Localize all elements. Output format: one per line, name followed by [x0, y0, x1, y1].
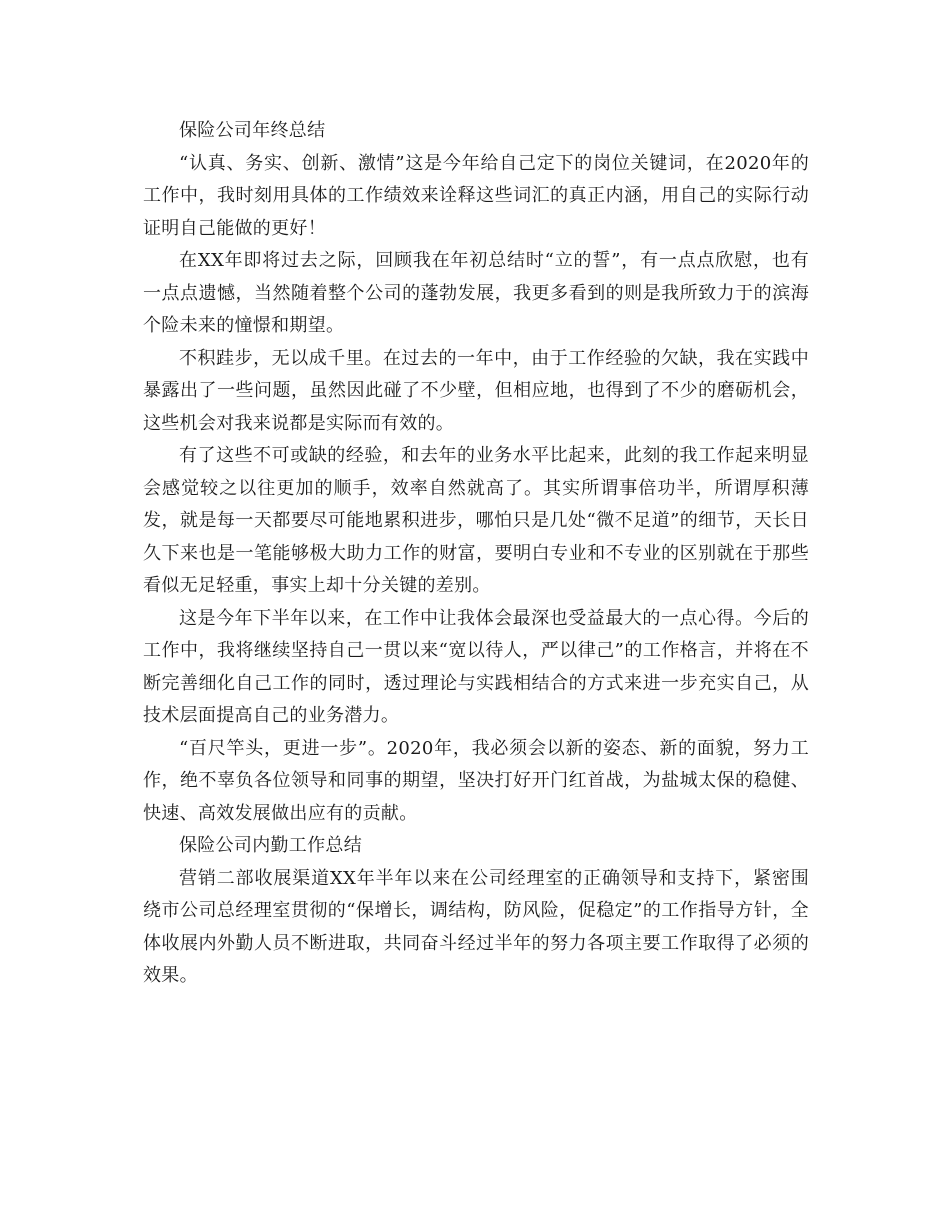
paragraph-keywords: “认真、务实、创新、激情”这是今年给自己定下的岗位关键词，在2020年的工作中，我时刻用具体的工作绩效来诠释这些词汇的真正内涵，用自己的实际行动证明自己能做的更好！	[143, 152, 809, 239]
paragraph-experience: 不积跬步，无以成千里。在过去的一年中，由于工作经验的欠缺，我在实践中暴露出了一些问题，虽然因此碰了不少壁，但相应地，也得到了不少的磨砺机会，这些机会对我来说都是实际而有效的。	[143, 347, 809, 434]
paragraph-insight: 这是今年下半年以来，在工作中让我体会最深也受益最大的一点心得。今后的工作中，我将继续坚持自己一贯以来“宽以待人，严以律己”的工作格言，并将在不断完善细化自己工作的同时，透过理论与实践相结合的方式来进一步充实自己，从技术层面提高自己的业务潜力。	[143, 607, 809, 726]
doc-title-2: 保险公司内勤工作总结	[179, 835, 362, 856]
paragraph-summary: 营销二部收展渠道XX年半年以来在公司经理室的正确领导和支持下，紧密围绕市公司总经理室贯彻的“保增长，调结构，防风险，促稳定”的工作指导方针，全体收展内外勤人员不断进取，共同奋斗经过半年的努力各项主要工作取得了必须的效果。	[143, 867, 809, 986]
paragraph-review: 在XX年即将过去之际，回顾我在年初总结时“立的誓”，有一点点欣慰，也有一点点遗憾，当然随着整个公司的蓬勃发展，我更多看到的则是我所致力于的滨海个险未来的憧憬和期望。	[143, 250, 809, 336]
doc-title-1: 保险公司年终总结	[179, 120, 326, 141]
paragraph-outlook: “百尺竿头，更进一步”。2020年，我必须会以新的姿态、新的面貌，努力工作，绝不辜负各位领导和同事的期望，坚决打好开门红首战，为盐城太保的稳健、快速、高效发展做出应有的贡献。	[143, 737, 809, 824]
paragraph-progress: 有了这些不可或缺的经验，和去年的业务水平比起来，此刻的我工作起来明显会感觉较之以往更加的顺手，效率自然就高了。其实所谓事倍功半，所谓厚积薄发，就是每一天都要尽可能地累积进步，哪怕只是几处“微不足道”的细节，天长日久下来也是一笔能够极大助力工作的财富，要明白专业和不专业的区别就在于那些看似无足轻重，事实上却十分关键的差别。	[143, 445, 809, 596]
document-page	[143, 115, 809, 993]
